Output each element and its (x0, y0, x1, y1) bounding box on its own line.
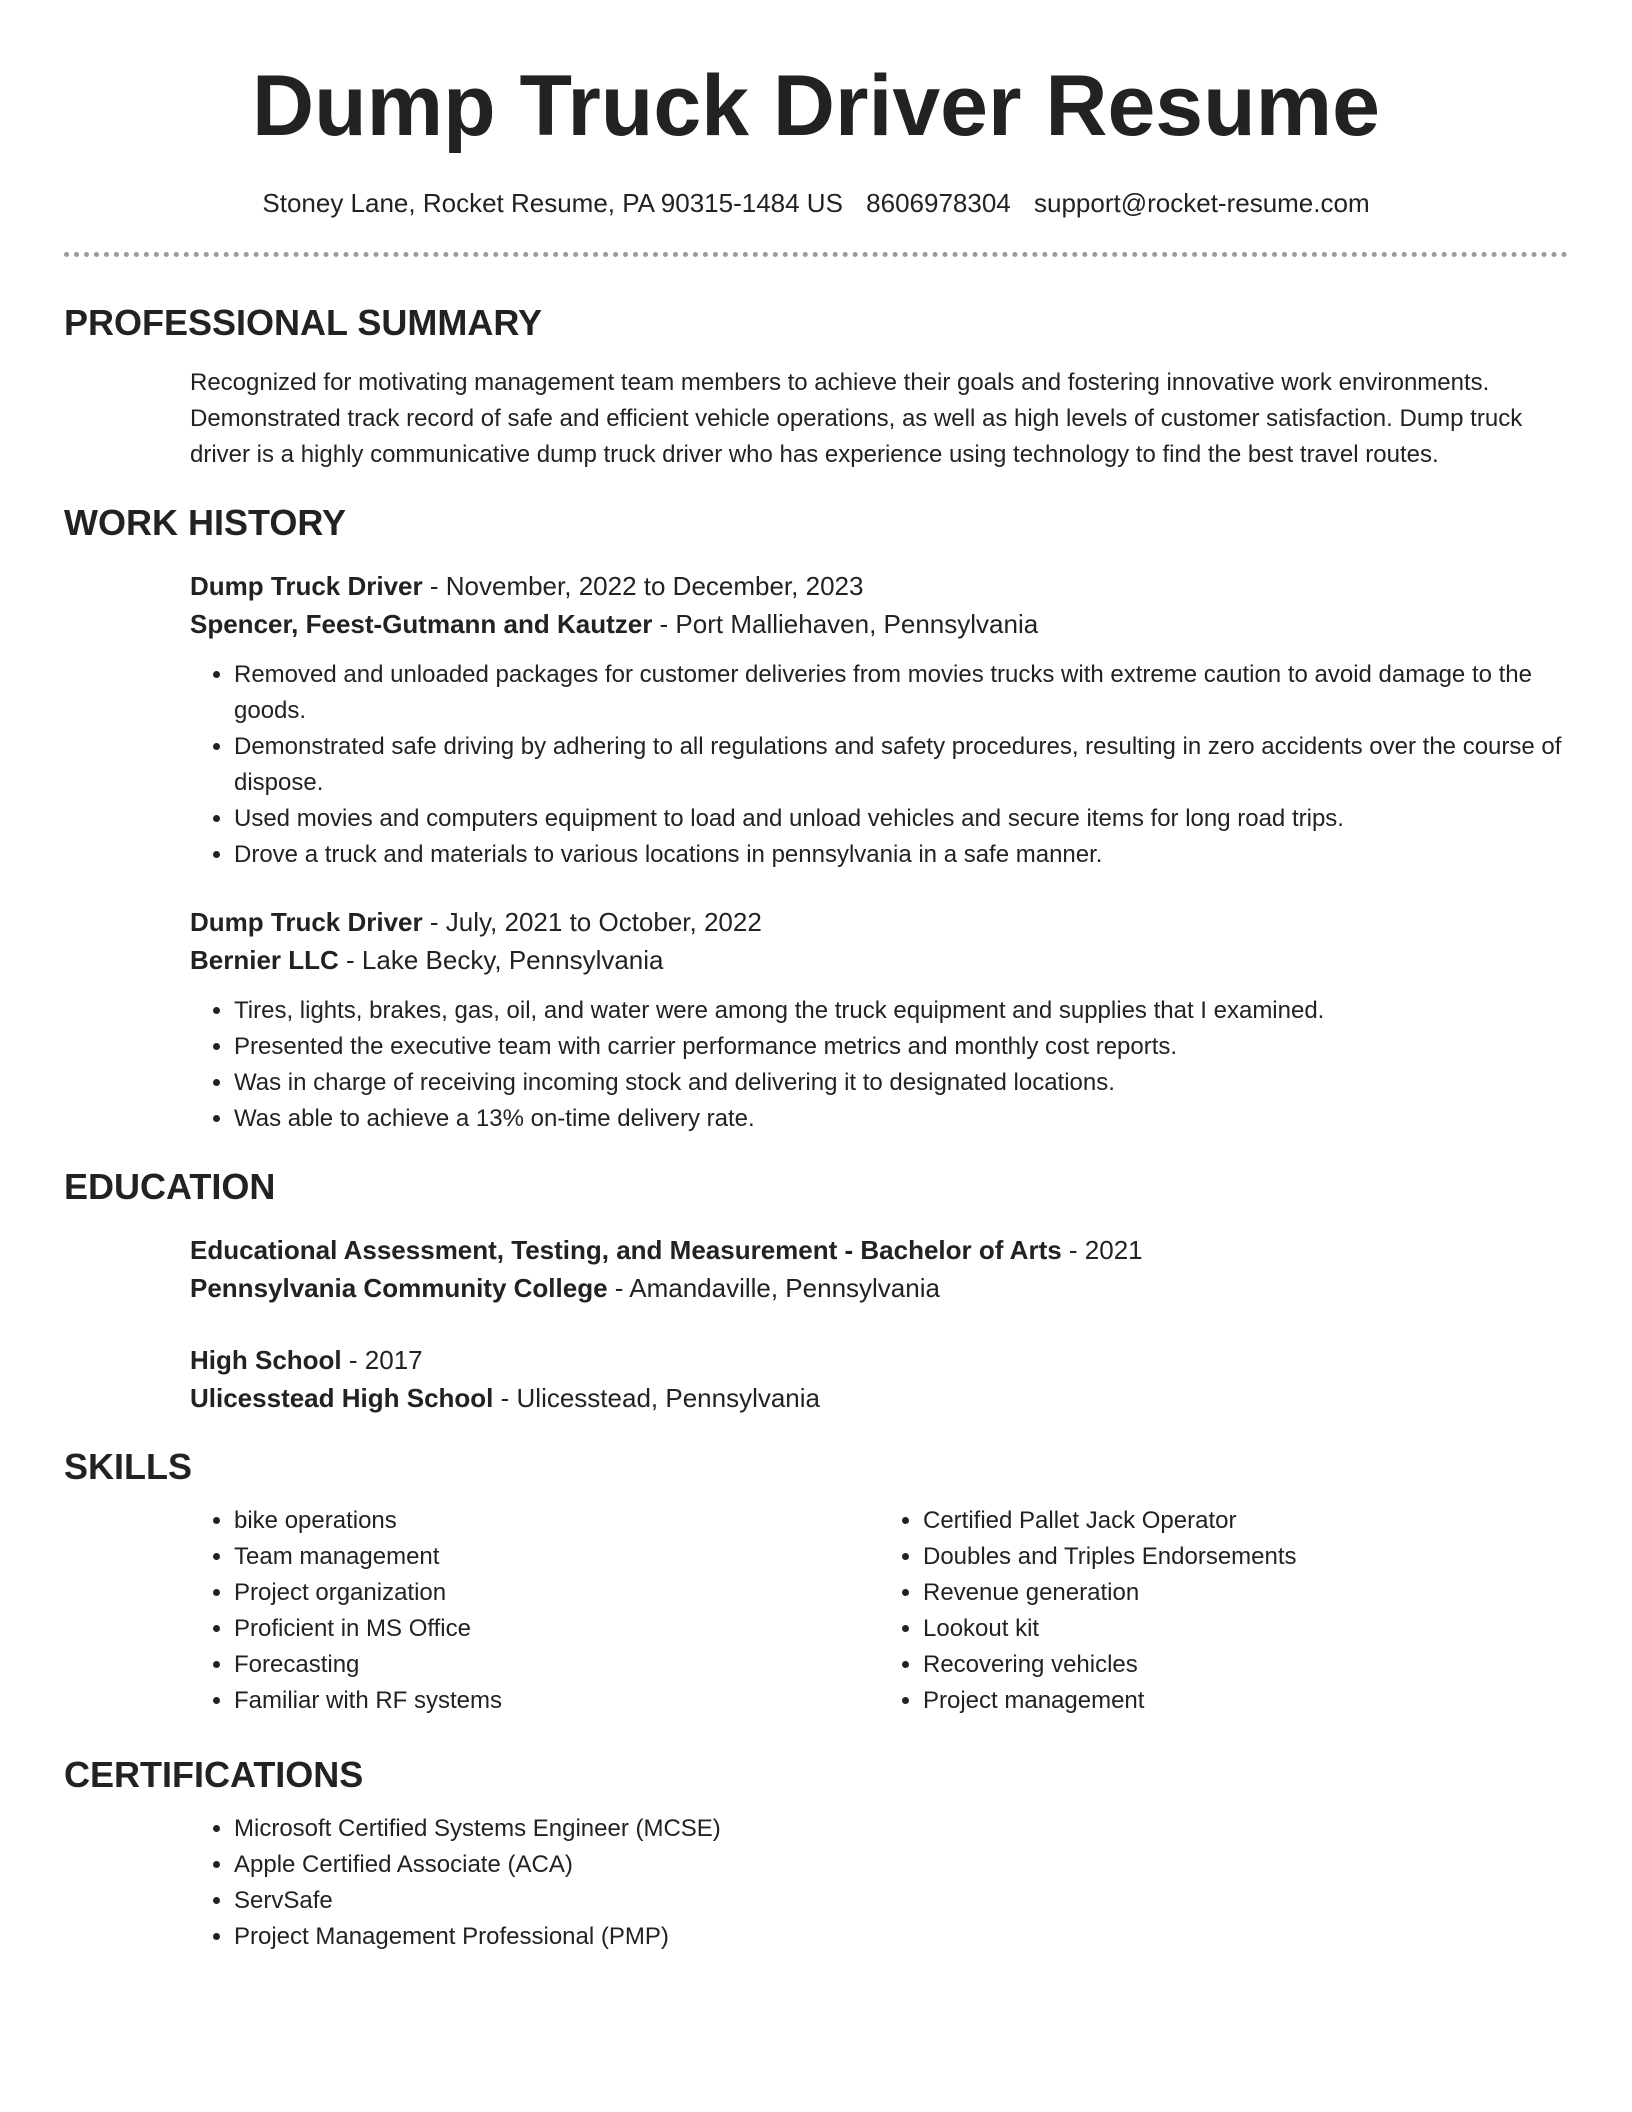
section-title-summary: PROFESSIONAL SUMMARY (64, 302, 543, 343)
section-title-work-history: WORK HISTORY (64, 502, 347, 543)
list-item: • Project organization (234, 1575, 879, 1611)
list-item: • Certified Pallet Jack Operator (923, 1503, 1568, 1539)
education-list (190, 1231, 1568, 1417)
list-item: • Tires, lights, brakes, gas, oil, and water were among the truck equipment and supplies that I examined. (234, 993, 1568, 1029)
list-item: • Proficient in MS Office (234, 1611, 879, 1647)
education-school-line (190, 1379, 1568, 1417)
list-item: • Doubles and Triples Endorsements (923, 1539, 1568, 1575)
work-history-list (190, 567, 1568, 1137)
contact-address: Stoney Lane, Rocket Resume, PA 90315-1484 US (262, 188, 843, 218)
education-degree-line (190, 1231, 1568, 1269)
education-school-line (190, 1269, 1568, 1307)
education-degree-line (190, 1341, 1568, 1379)
list-item: • Familiar with RF systems (234, 1683, 879, 1719)
job-entry (190, 903, 1568, 1137)
skills-column-right (879, 1503, 1568, 1719)
education-year: - 2021 (1061, 1235, 1143, 1265)
job-location: - Port Malliehaven, Pennsylvania (652, 609, 1039, 639)
job-bullets (190, 657, 1568, 873)
list-item: • Was able to achieve a 13% on-time delivery rate. (234, 1101, 1568, 1137)
list-item: • bike operations (234, 1503, 879, 1539)
job-bullets (190, 993, 1568, 1137)
list-item: • Microsoft Certified Systems Engineer (MCSE) (234, 1811, 1568, 1847)
list-item: • Project management (923, 1683, 1568, 1719)
job-company-line (190, 941, 1568, 979)
job-title-line (190, 903, 1568, 941)
skills-column-left (190, 1503, 879, 1719)
contact-line (64, 186, 1568, 220)
list-item: • Team management (234, 1539, 879, 1575)
job-title-line (190, 567, 1568, 605)
job-role: Dump Truck Driver (190, 571, 423, 601)
list-item: • Demonstrated safe driving by adhering to all regulations and safety procedures, resulting in zero accidents over the course of dispose. (234, 729, 1568, 801)
job-location: - Lake Becky, Pennsylvania (338, 945, 664, 975)
section-title-skills: SKILLS (64, 1446, 193, 1487)
skills-grid (190, 1503, 1568, 1719)
job-entry (190, 567, 1568, 873)
education-entry (190, 1341, 1568, 1417)
list-item: • Project Management Professional (PMP) (234, 1919, 1568, 1955)
education-year: - 2017 (341, 1345, 423, 1375)
education-degree: Educational Assessment, Testing, and Measurement - Bachelor of Arts (190, 1235, 1062, 1265)
list-item: • Removed and unloaded packages for customer deliveries from movies trucks with extreme caution to avoid damage to the goods. (234, 657, 1568, 729)
section-title-certifications: CERTIFICATIONS (64, 1754, 364, 1795)
job-company: Spencer, Feest-Gutmann and Kautzer (190, 609, 653, 639)
job-company-line (190, 605, 1568, 643)
education-school: Pennsylvania Community College (190, 1273, 608, 1303)
job-role: Dump Truck Driver (190, 907, 423, 937)
contact-email: support@rocket-resume.com (1034, 188, 1370, 218)
list-item: • ServSafe (234, 1883, 1568, 1919)
education-degree: High School (190, 1345, 342, 1375)
education-location: - Amandaville, Pennsylvania (607, 1273, 940, 1303)
resume-title: Dump Truck Driver Resume (252, 58, 1380, 154)
list-item: • Recovering vehicles (923, 1647, 1568, 1683)
list-item: • Used movies and computers equipment to load and unload vehicles and secure items for long road trips. (234, 801, 1568, 837)
list-item: • Drove a truck and materials to various locations in pennsylvania in a safe manner. (234, 837, 1568, 873)
header-divider (64, 252, 1568, 257)
list-item: • Lookout kit (923, 1611, 1568, 1647)
education-entry (190, 1231, 1568, 1307)
contact-phone: 8606978304 (866, 188, 1011, 218)
certifications-list (190, 1811, 1568, 1955)
job-dates: - November, 2022 to December, 2023 (422, 571, 864, 601)
list-item: • Presented the executive team with carrier performance metrics and monthly cost reports. (234, 1029, 1568, 1065)
list-item: • Was in charge of receiving incoming stock and delivering it to designated locations. (234, 1065, 1568, 1101)
list-item: • Apple Certified Associate (ACA) (234, 1847, 1568, 1883)
section-title-education: EDUCATION (64, 1166, 276, 1207)
education-school: Ulicesstead High School (190, 1383, 494, 1413)
job-dates: - July, 2021 to October, 2022 (422, 907, 762, 937)
certification-bullets (190, 1811, 1568, 1955)
education-location: - Ulicesstead, Pennsylvania (493, 1383, 821, 1413)
list-item: • Revenue generation (923, 1575, 1568, 1611)
list-item: • Forecasting (234, 1647, 879, 1683)
job-company: Bernier LLC (190, 945, 339, 975)
summary-text: Recognized for motivating management team members to achieve their goals and fostering innovative work environments. Demonstrated track record of safe and efficient vehicle operations, as well as high levels of customer satisfaction. Dump truck driver is a highly communicative dump truck driver who has experience using technology to find the best travel routes. (190, 369, 1523, 468)
